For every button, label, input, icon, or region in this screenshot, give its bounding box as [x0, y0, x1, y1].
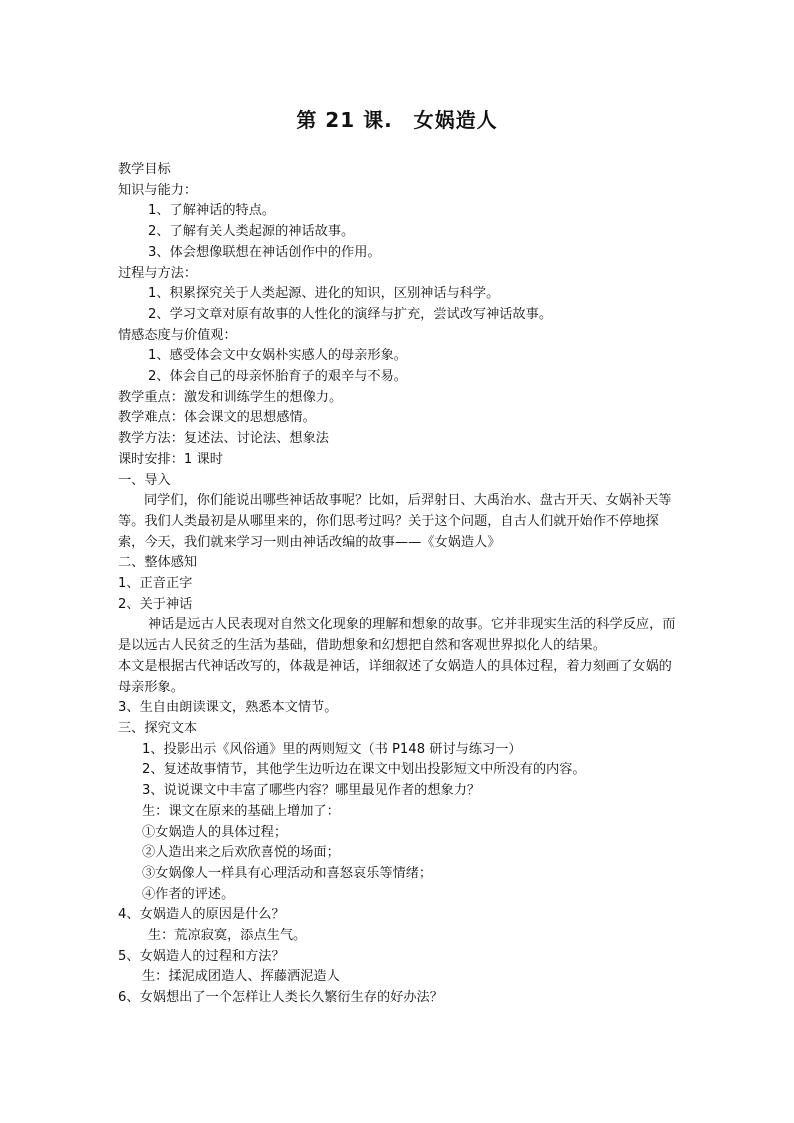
list-item: 4、女娲造人的原因是什么？ [118, 907, 285, 923]
teaching-methods: 教学方法：复述法、讨论法、想象法 [118, 431, 329, 447]
answer-point: ④作者的评述。 [142, 886, 235, 902]
answer-point: ③女娲像人一样具有心理活动和喜怒哀乐等情绪； [142, 865, 433, 881]
list-item: 3、说说课文中丰富了哪些内容？哪里最见作者的想象力？ [142, 783, 481, 799]
subheading: 过程与方法： [118, 265, 198, 281]
list-item: 1、投影出示《风俗通》里的两则短文（书 P148 研讨与练习一） [142, 741, 522, 757]
answer-point: ②人造出来之后欢欣喜悦的场面； [142, 845, 340, 861]
section-heading: 一、导入 [118, 472, 171, 488]
list-item: 1、积累探究关于人类起源、进化的知识，区别神话与科学。 [148, 286, 500, 302]
paragraph: 本文是根据古代神话改写的，体裁是神话，详细叙述了女娲造人的具体过程，着力刻画了女娲的母亲形象。 [118, 658, 672, 695]
list-item: 5、女娲造人的过程和方法？ [118, 948, 285, 964]
list-item: 2、关于神话 [118, 596, 193, 612]
list-item: 1、了解神话的特点。 [148, 203, 276, 219]
subheading: 情感态度与价值观： [118, 327, 237, 343]
section-heading: 三、探究文本 [118, 720, 198, 736]
list-item: 6、女娲想出了一个怎样让人类长久繁衍生存的好办法？ [118, 990, 443, 1006]
list-item: 1、正音正字 [118, 576, 193, 592]
list-item: 1、感受体会文中女娲朴实感人的母亲形象。 [148, 348, 407, 364]
class-hours: 课时安排：1 课时 [118, 451, 223, 467]
section-heading: 教学目标 [118, 162, 171, 177]
section-heading: 二、整体感知 [118, 555, 198, 571]
teaching-focus: 教学重点：激发和训练学生的想像力。 [118, 389, 343, 405]
student-answer: 生：课文在原来的基础上增加了： [142, 803, 340, 819]
lesson-title: 第 21 课. 女娲造人 [296, 108, 498, 132]
lesson-body [118, 160, 684, 1009]
list-item: 2、学习文章对原有故事的人性化的演绎与扩充，尝试改写神话故事。 [148, 306, 553, 322]
student-answer: 生：揉泥成团造人、挥藤洒泥造人 [142, 969, 340, 985]
teaching-difficulty: 教学难点：体会课文的思想感情。 [118, 410, 316, 426]
subheading: 知识与能力： [118, 182, 198, 198]
list-item: 3、体会想像联想在神话创作中的作用。 [148, 244, 381, 260]
student-answer: 生：荒凉寂寞，添点生气。 [148, 928, 307, 944]
list-item: 2、体会自己的母亲怀胎育子的艰辛与不易。 [148, 369, 407, 385]
answer-point: ①女娲造人的具体过程； [142, 824, 288, 840]
list-item: 3、生自由朗读课文，熟悉本文情节。 [118, 700, 338, 716]
list-item: 2、复述故事情节，其他学生边听边在课文中划出投影短文中所没有的内容。 [142, 762, 586, 778]
list-item: 2、了解有关人类起源的神话故事。 [148, 224, 355, 240]
paragraph: 同学们，你们能说出哪些神话故事呢？比如，后羿射日、大禹治水、盘古开天、女娲补天等等。我们人类最初是从哪里来的，你们思考过吗？关于这个问题，自古人们就开始作不停地探索，今天，我们就来学习一则由神话改编的故事——《女娲造人》 [118, 493, 672, 550]
paragraph: 神话是远古人民表现对自然文化现象的理解和想象的故事。它并非现实生活的科学反应，而是以远古人民贫乏的生活为基础，借助想象和幻想把自然和客观世界拟化人的结果。 [118, 617, 676, 654]
